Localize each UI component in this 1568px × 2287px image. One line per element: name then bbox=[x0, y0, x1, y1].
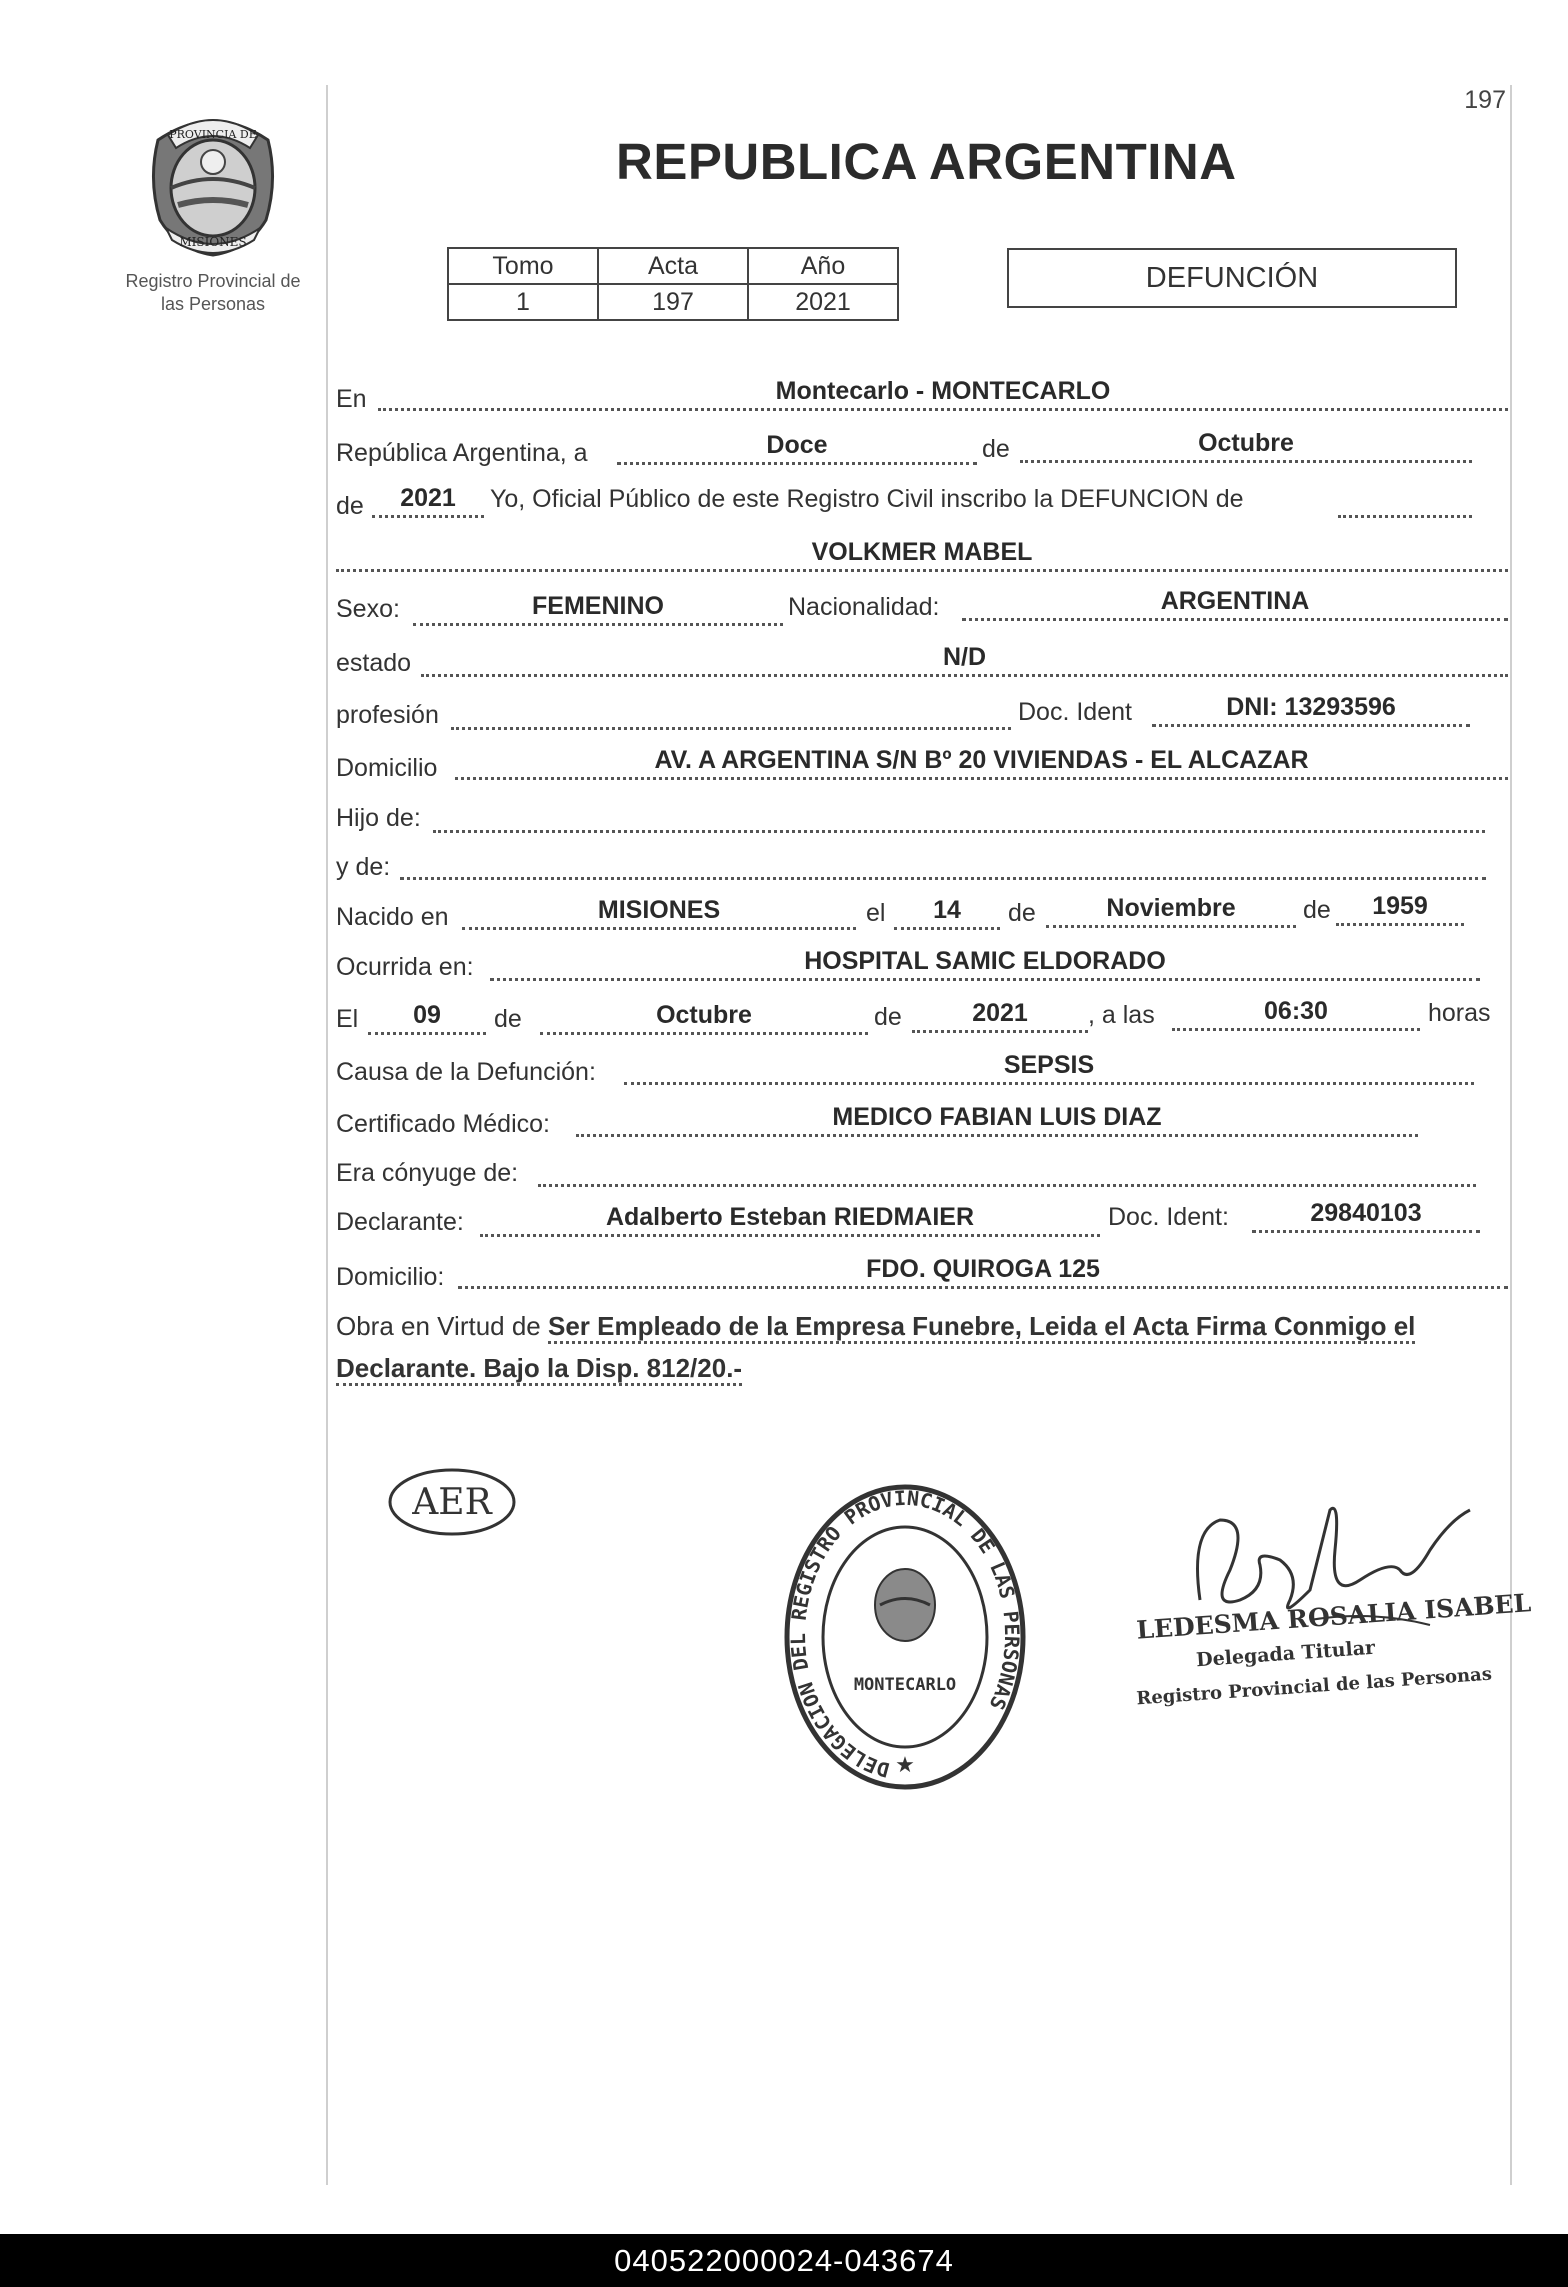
label-en: En bbox=[336, 385, 367, 413]
header-anio: Año bbox=[748, 248, 898, 284]
registry-caption-line-2: las Personas bbox=[160, 294, 266, 314]
right-margin-line bbox=[1510, 85, 1512, 2185]
label-declarante: Declarante: bbox=[336, 1208, 464, 1236]
header-acta: Acta bbox=[598, 248, 748, 284]
label-de-5: de bbox=[494, 1005, 522, 1033]
label-de-4: de bbox=[1303, 896, 1331, 924]
value-tomo: 1 bbox=[448, 284, 598, 320]
registry-table-value-row bbox=[448, 284, 898, 320]
document-type-box: DEFUNCIÓN bbox=[1007, 248, 1457, 308]
label-de-1: de bbox=[982, 435, 1010, 463]
initials-mark bbox=[384, 1462, 522, 1542]
field-declarante-doc: 29840103 bbox=[1252, 1196, 1480, 1233]
registry-caption bbox=[108, 270, 318, 316]
label-certificado: Certificado Médico: bbox=[336, 1110, 550, 1138]
label-de-2: de bbox=[336, 492, 364, 520]
svg-text:DELEGACION DEL REGISTRO PROVIN: DELEGACION DEL REGISTRO PROVINCIAL DE LAS PERSONAS bbox=[785, 1485, 1025, 1783]
label-republica: República Argentina, a bbox=[336, 439, 588, 467]
label-el: el bbox=[866, 899, 886, 927]
provincial-seal-logo bbox=[138, 100, 288, 260]
field-certificado: MEDICO FABIAN LUIS DIAZ bbox=[576, 1100, 1418, 1137]
page-title: REPUBLICA ARGENTINA bbox=[616, 133, 1237, 190]
obra-prefix: Obra en Virtud de bbox=[336, 1311, 541, 1341]
svg-text:MISIONES: MISIONES bbox=[179, 235, 247, 249]
page-number: 197 bbox=[1464, 86, 1506, 114]
registry-table bbox=[447, 247, 899, 321]
label-domicilio: Domicilio bbox=[336, 754, 438, 782]
svg-text:AER: AER bbox=[412, 1482, 492, 1523]
footer-bar bbox=[0, 2234, 1568, 2287]
label-conyuge: Era cónyuge de: bbox=[336, 1159, 519, 1187]
field-nombre: VOLKMER MABEL bbox=[336, 535, 1508, 572]
registry-caption-line-1: Registro Provincial de bbox=[125, 271, 301, 291]
field-def-anio: 2021 bbox=[912, 996, 1088, 1033]
label-doc-ident: Doc. Ident bbox=[1018, 698, 1132, 726]
label-profesion: profesión bbox=[336, 701, 439, 729]
field-y-de bbox=[400, 843, 1486, 880]
label-sexo: Sexo: bbox=[336, 595, 400, 623]
label-estado: estado bbox=[336, 649, 412, 677]
field-def-hora: 06:30 bbox=[1172, 994, 1420, 1031]
field-hijo-de bbox=[433, 796, 1485, 833]
signatory-name: LEDESMA ROSALIA ISABEL bbox=[1135, 1588, 1533, 1645]
label-y-de: y de: bbox=[336, 853, 391, 881]
label-causa: Causa de la Defunción: bbox=[336, 1058, 596, 1086]
signatory-office: Registro Provincial de las Personas bbox=[1135, 1663, 1493, 1710]
field-nac-dia: 14 bbox=[894, 893, 1000, 930]
field-nacionalidad: ARGENTINA bbox=[962, 584, 1508, 621]
svg-text:★: ★ bbox=[895, 1752, 915, 1777]
value-anio: 2021 bbox=[748, 284, 898, 320]
left-margin-line bbox=[326, 85, 328, 2185]
label-doc-ident-2: Doc. Ident: bbox=[1108, 1203, 1229, 1231]
field-profesion bbox=[451, 693, 1011, 730]
label-de-6: de bbox=[874, 1003, 902, 1031]
label-nacido-en: Nacido en bbox=[336, 903, 449, 931]
obra-en-virtud bbox=[336, 1305, 1508, 1389]
field-conyuge bbox=[538, 1150, 1476, 1187]
label-a-las: , a las bbox=[1088, 1001, 1155, 1029]
field-def-mes: Octubre bbox=[540, 998, 868, 1035]
label-de-3: de bbox=[1008, 899, 1036, 927]
label-domicilio-2: Domicilio: bbox=[336, 1263, 445, 1291]
field-ocurrida-en: HOSPITAL SAMIC ELDORADO bbox=[490, 944, 1480, 981]
field-nacido-en: MISIONES bbox=[462, 893, 856, 930]
label-nacionalidad: Nacionalidad: bbox=[788, 593, 940, 621]
field-dia-texto: Doce bbox=[617, 428, 977, 465]
field-anio: 2021 bbox=[372, 481, 484, 518]
field-blank-after-defuncion bbox=[1338, 481, 1472, 518]
header-tomo: Tomo bbox=[448, 248, 598, 284]
field-estado: N/D bbox=[421, 640, 1508, 677]
signatory-role: Delegada Titular bbox=[1195, 1636, 1376, 1672]
field-nac-anio: 1959 bbox=[1336, 889, 1464, 926]
field-lugar: Montecarlo - MONTECARLO bbox=[378, 374, 1508, 411]
field-declarante: Adalberto Esteban RIEDMAIER bbox=[480, 1200, 1100, 1237]
label-hijo-de: Hijo de: bbox=[336, 804, 421, 832]
label-el-cap: El bbox=[336, 1005, 359, 1033]
svg-text:MONTECARLO: MONTECARLO bbox=[853, 1675, 957, 1695]
field-mes-texto: Octubre bbox=[1020, 426, 1472, 463]
label-horas: horas bbox=[1428, 999, 1491, 1027]
field-dni: DNI: 13293596 bbox=[1152, 690, 1470, 727]
field-causa: SEPSIS bbox=[624, 1048, 1474, 1085]
footer-code: 040522000024-043674 bbox=[614, 2243, 954, 2278]
obra-text: Ser Empleado de la Empresa Funebre, Leida el Acta Firma Conmigo el Declarante. Bajo la Disp. 812/20.- bbox=[336, 1311, 1415, 1386]
field-nac-mes: Noviembre bbox=[1046, 891, 1296, 928]
svg-text:PROVINCIA DE: PROVINCIA DE bbox=[169, 128, 257, 141]
official-stamp bbox=[780, 1480, 1030, 1795]
label-ocurrida-en: Ocurrida en: bbox=[336, 953, 474, 981]
value-acta: 197 bbox=[598, 284, 748, 320]
field-sexo: FEMENINO bbox=[413, 589, 783, 626]
field-domicilio: AV. A ARGENTINA S/N Bº 20 VIVIENDAS - EL ALCAZAR bbox=[455, 743, 1508, 780]
registry-table-header-row bbox=[448, 248, 898, 284]
label-yo-oficial: Yo, Oficial Público de este Registro Civil inscribo la DEFUNCION de bbox=[490, 485, 1244, 513]
field-def-dia: 09 bbox=[368, 998, 486, 1035]
field-declarante-domicilio: FDO. QUIROGA 125 bbox=[458, 1252, 1508, 1289]
